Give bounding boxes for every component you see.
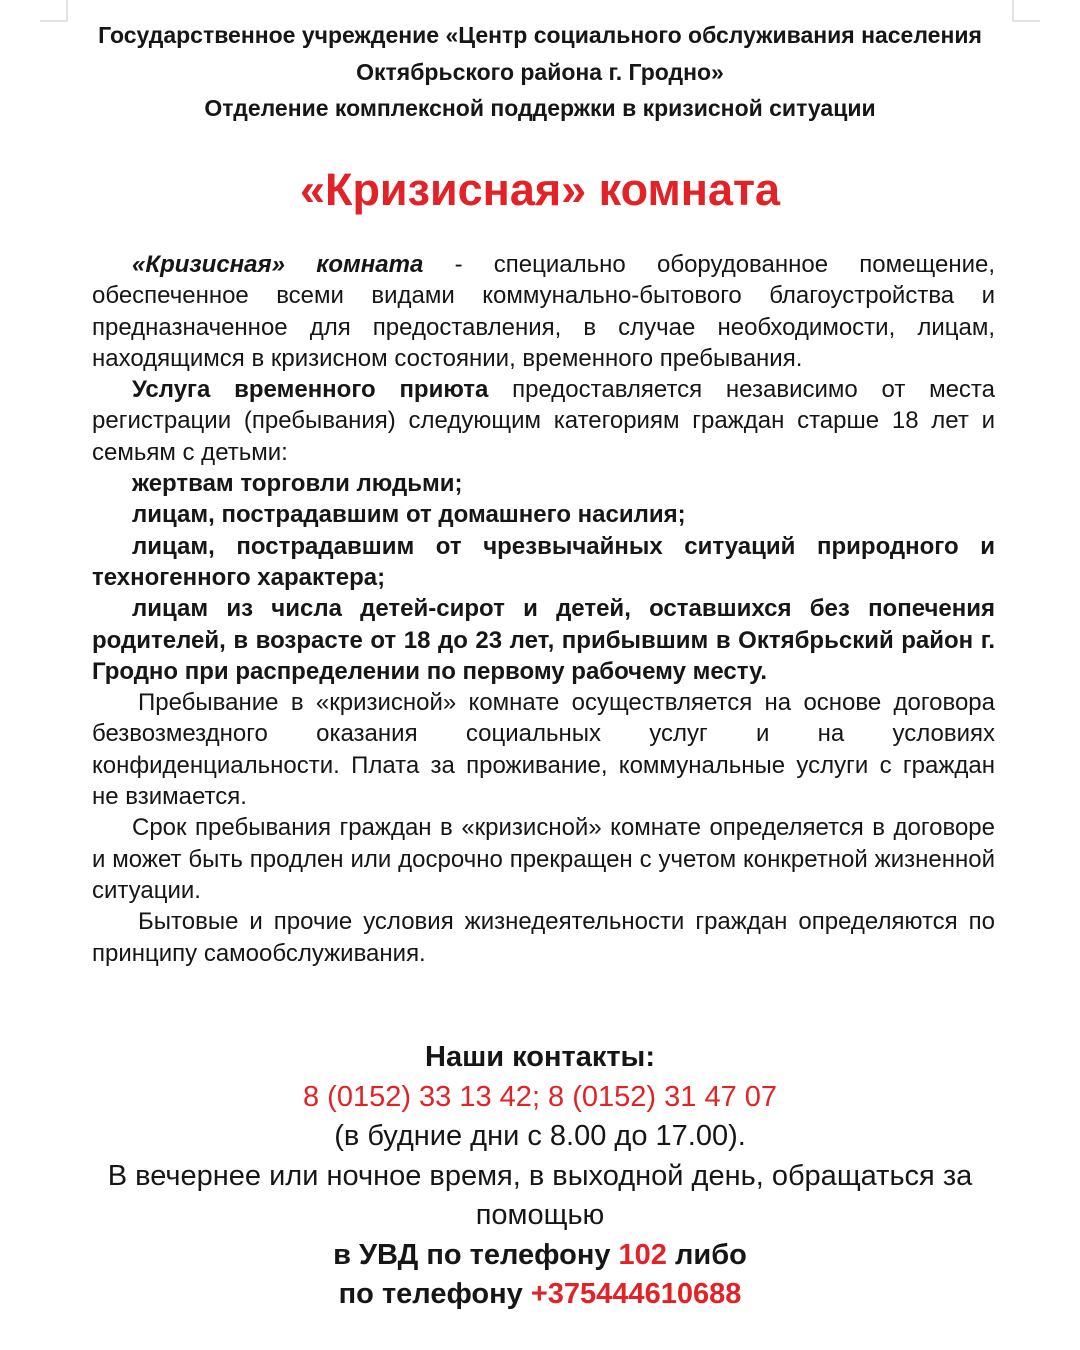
police-prefix: в УВД по телефону xyxy=(333,1238,619,1271)
contacts-block xyxy=(40,1038,1040,1315)
document-body xyxy=(92,249,995,969)
category-item: лицам, пострадавшим от домашнего насилия; xyxy=(132,501,686,529)
term-paragraph: Срок пребывания граждан в «кризисной» комнате определяется в договоре и может быть продлен или досрочно прекращен с учетом конкретной жизненной ситуации. xyxy=(92,814,995,904)
category-item: лицам из числа детей-сирот и детей, оставшихся без попечения родителей, в возрасте от 18 до 23 лет, прибывшим в Октябрьский район г. Гродно при распределении по первому рабочему месту. xyxy=(92,595,995,685)
police-number[interactable]: 102 xyxy=(618,1238,667,1271)
police-suffix: либо xyxy=(666,1238,747,1271)
service-lead: Услуга временного приюта xyxy=(132,376,489,404)
police-contact xyxy=(40,1236,1040,1276)
category-item: лицам, пострадавшим от чрезвычайных ситуаций природного и техногенного характера; xyxy=(92,532,995,591)
intro-term: «Кризисная» комната xyxy=(132,251,424,278)
mobile-prefix: по телефону xyxy=(338,1278,531,1310)
mobile-number[interactable]: +375444610688 xyxy=(530,1278,742,1310)
mobile-contact xyxy=(40,1275,1040,1315)
working-hours: (в будние дни с 8.00 до 17.00). xyxy=(334,1120,746,1152)
service-text: предоставляется независимо от места регистрации (пребывания) следующим категориям граждан старше 18 лет и семьям с детьми: xyxy=(92,376,996,466)
intro-definition: - специально оборудованное помещение, обеспеченное всеми видами коммунально-бытового благоустройства и предназначенное для предоставления, в случае необходимости, лицам, находящимся в кризисном состоянии, временного пребывания. xyxy=(92,251,995,372)
category-item: жертвам торговли людьми; xyxy=(132,470,463,498)
evening-notice-continued: помощью xyxy=(475,1199,605,1231)
service-paragraph xyxy=(92,374,995,468)
document-header xyxy=(40,17,1040,127)
header-organization: Государственное учреждение «Центр социального обслуживания населения xyxy=(98,22,982,48)
header-district: Октябрьского района г. Гродно» xyxy=(356,58,724,85)
conditions-paragraph: Бытовые и прочие условия жизнедеятельности граждан определяются по принципу самообслуживания. xyxy=(92,908,995,967)
header-department: Отделение комплексной поддержки в кризисной ситуации xyxy=(204,95,876,121)
contacts-heading: Наши контакты: xyxy=(425,1041,655,1073)
document-title: «Кризисная» комната xyxy=(299,164,781,215)
intro-paragraph xyxy=(92,249,995,374)
evening-notice: В вечернее или ночное время, в выходной день, обращаться за xyxy=(107,1159,973,1192)
stay-paragraph: Пребывание в «кризисной» комнате осуществляется на основе договора безвозмездного оказания социальных услуг и на условиях конфиденциальности. Плата за проживание, коммунальные услуги с граждан не взимается. xyxy=(92,689,995,811)
contact-phones[interactable]: 8 (0152) 33 13 42; 8 (0152) 31 47 07 xyxy=(302,1080,778,1113)
